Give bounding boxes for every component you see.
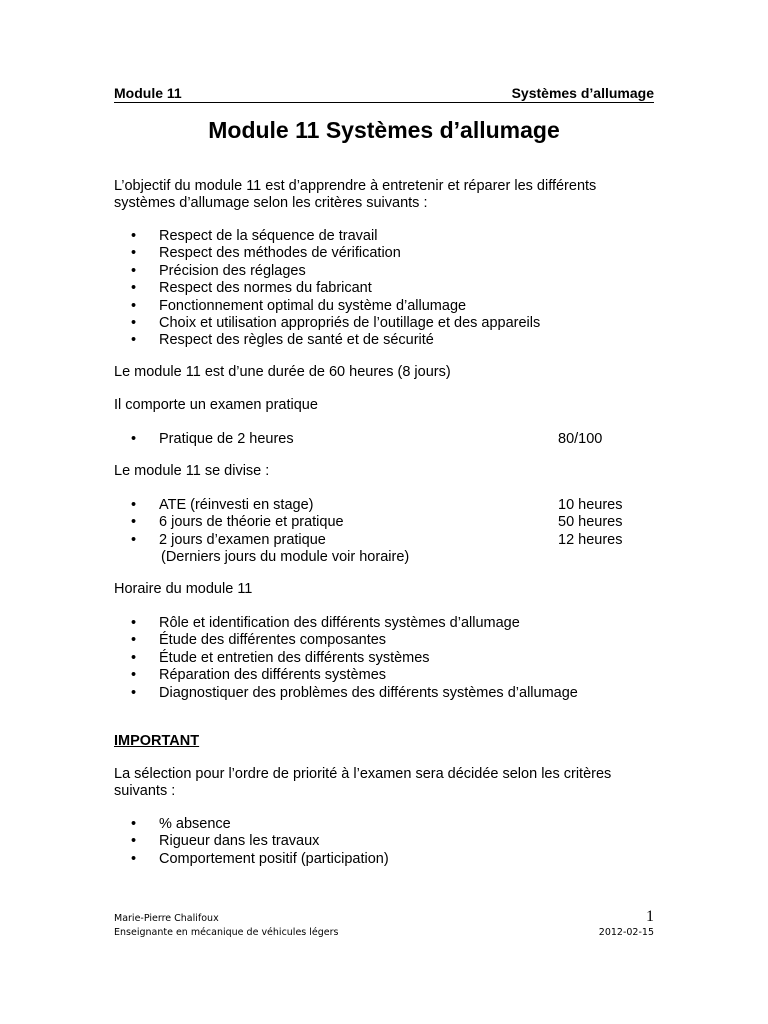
schedule-list	[114, 615, 654, 702]
schedule-intro: Horaire du module 11	[114, 581, 253, 597]
list-item: • Diagnostiquer des problèmes des différents systèmes d’allumage	[131, 684, 578, 701]
bullet-icon: •	[131, 833, 137, 850]
list-item: • 6 jours de théorie et pratique 50 heures	[131, 514, 623, 531]
bullet-icon: •	[131, 431, 137, 447]
footer-author: Marie-Pierre Chalifoux	[114, 913, 219, 924]
list-item: • Respect de la séquence de travail	[131, 228, 378, 244]
selection-line-1: La sélection pour l’ordre de priorité à l’examen sera décidée selon les critères	[114, 766, 612, 782]
list-item: • Respect des normes du fabricant	[131, 280, 372, 297]
division-intro: Le module 11 se divise :	[114, 463, 270, 479]
header-rule	[114, 102, 654, 103]
list-item: • Rigueur dans les travaux	[131, 833, 320, 850]
bullet-icon: •	[131, 514, 137, 531]
bullet-icon: •	[131, 228, 137, 244]
bullet-icon: •	[131, 297, 137, 314]
objective-line-2: systèmes d’allumage selon les critères suivants :	[114, 195, 428, 211]
list-item: • 2 jours d’examen pratique 12 heures	[131, 531, 623, 548]
selection-line-2: suivants :	[114, 783, 176, 799]
exam-intro: Il comporte un examen pratique	[114, 397, 318, 413]
list-item: • Étude et entretien des différents systèmes	[131, 649, 430, 666]
bullet-icon: •	[131, 332, 137, 349]
list-item-note: (Derniers jours du module voir horaire)	[161, 549, 410, 566]
bullet-icon: •	[131, 497, 137, 513]
list-item: • ATE (réinvesti en stage) 10 heures	[131, 497, 623, 513]
bullet-icon: •	[131, 649, 137, 666]
list-item: • Fonctionnement optimal du système d’allumage	[131, 297, 467, 314]
exam-list	[114, 431, 654, 448]
selection-list	[114, 816, 654, 868]
list-item: • Comportement positif (participation)	[131, 850, 389, 867]
bullet-icon: •	[131, 615, 137, 631]
list-item: • Choix et utilisation appropriés de l’outillage et des appareils	[131, 314, 541, 331]
list-item: • Précision des réglages	[131, 262, 306, 279]
bullet-icon: •	[131, 245, 137, 262]
bullet-icon: •	[131, 850, 137, 867]
bullet-icon: •	[131, 684, 137, 701]
list-item: • Rôle et identification des différents systèmes d’allumage	[131, 615, 520, 631]
footer-role: Enseignante en mécanique de véhicules légers	[114, 927, 339, 938]
objective-line-1: L’objectif du module 11 est d’apprendre à entretenir et réparer les différents	[114, 178, 597, 194]
list-item: • Respect des règles de santé et de sécurité	[131, 332, 434, 349]
list-item: • % absence	[131, 816, 231, 832]
footer-date: 2012-02-15	[598, 927, 654, 938]
bullet-icon: •	[131, 531, 137, 548]
list-item: • Pratique de 2 heures 80/100	[131, 431, 603, 447]
header-module-label: Module 11	[114, 85, 182, 101]
header-section-label: Systèmes d’allumage	[511, 85, 654, 101]
list-item: • Réparation des différents systèmes	[131, 667, 387, 684]
list-item: • Respect des méthodes de vérification	[131, 245, 401, 262]
bullet-icon: •	[131, 667, 137, 684]
division-list	[114, 497, 654, 567]
duration-text: Le module 11 est d’une durée de 60 heures (8 jours)	[114, 364, 451, 380]
bullet-icon: •	[131, 632, 137, 649]
bullet-icon: •	[131, 262, 137, 279]
bullet-icon: •	[131, 314, 137, 331]
important-heading: IMPORTANT	[114, 733, 200, 749]
page-title: Module 11 Systèmes d’allumage	[208, 117, 560, 143]
page-number: 1	[646, 908, 654, 925]
list-item: • Étude des différentes composantes	[131, 632, 387, 649]
bullet-icon: •	[131, 280, 137, 297]
criteria-list	[114, 228, 654, 350]
bullet-icon: •	[131, 816, 137, 832]
